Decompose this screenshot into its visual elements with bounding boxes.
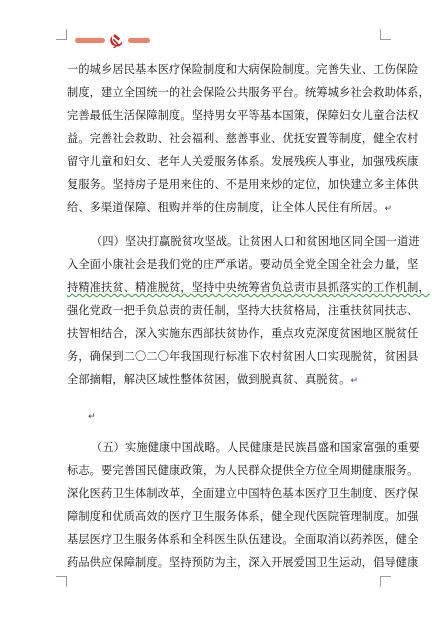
text-line: 留守儿童和妇女、老年人关爱服务体系。发展残疾人事业，加强残疾康 — [67, 155, 419, 168]
text-line: 务，确保到二〇二〇年我国现行标准下农村贫困人口实现脱贫，贫困县 — [67, 350, 419, 363]
text-line: 制度，建立全国统一的社会保险公共服务平台。统筹城乡社会救助体系， — [67, 86, 430, 99]
text-line — [67, 201, 393, 216]
text-line: 基层医疗卫生服务体系和全科医生队伍建设。全面取消以药养医，健全 — [67, 533, 419, 546]
paragraph-mark: ↵ — [350, 376, 359, 386]
paragraph-mark: ↵ — [384, 204, 393, 214]
empty-paragraph — [88, 409, 404, 424]
paragraph-mark: ↵ — [88, 412, 96, 422]
text-line: 药品供应保障制度。坚持预防为主，深入开展爱国卫生运动，倡导健康 — [67, 556, 419, 569]
text-line: 益。完善社会救助、社会福利、慈善事业、优抚安置等制度，健全农村 — [67, 132, 419, 145]
text-line-content: 全部摘帽，解决区域性整体贫困，做到脱真贫、真脱贫。 — [67, 373, 351, 386]
text-line: （五）实施健康中国战略。人民健康是民族昌盛和国家富强的重要 — [91, 441, 420, 454]
text-line: 复服务。坚持房子是用来住的、不是用来炒的定位，加快建立多主体供 — [67, 178, 419, 191]
margin-corner-bottom-right — [380, 576, 391, 587]
text-line: 障制度和优质高效的医疗卫生服务体系，健全现代医院管理制度。加强 — [67, 510, 419, 523]
margin-corner-bottom-left — [56, 576, 67, 587]
header-decoration-bar — [75, 38, 105, 43]
text-line: 完善最低生活保障制度。坚持男女平等基本国策，保障妇女儿童合法权 — [67, 109, 419, 122]
text-line: 持精准扶贫、精准脱贫，坚持中央统筹省负总责市县抓落实的工作机制， — [67, 281, 430, 294]
hammer-and-sickle-icon — [108, 33, 124, 49]
text-line — [67, 373, 383, 388]
text-line: 入全面小康社会是我们党的庄严承诺。要动员全党全国全社会力量，坚 — [67, 258, 419, 271]
margin-corner-top-left — [56, 29, 67, 40]
text-line: 扶智相结合，深入实施东西部扶贫协作，重点攻克深度贫困地区脱贫任 — [67, 327, 419, 340]
text-line: （四）坚决打赢脱贫攻坚战。让贫困人口和贫困地区同全国一道进 — [91, 235, 420, 248]
margin-corner-top-right — [380, 29, 391, 40]
text-line: 一的城乡居民基本医疗保险制度和大病保险制度。完善失业、工伤保险 — [67, 63, 419, 76]
text-line: 强化党政一把手负总责的责任制，坚持大扶贫格局，注重扶贫同扶志、 — [67, 304, 419, 317]
text-line: 深化医药卫生体制改革，全面建立中国特色基本医疗卫生制度、医疗保 — [67, 487, 419, 500]
text-line: 标志。要完善国民健康政策，为人民群众提供全方位全周期健康服务。 — [67, 464, 419, 477]
text-line-content: 给、多渠道保障、租购并举的住房制度，让全体人民住有所居。 — [67, 201, 385, 214]
header-decoration-bar — [128, 38, 150, 43]
